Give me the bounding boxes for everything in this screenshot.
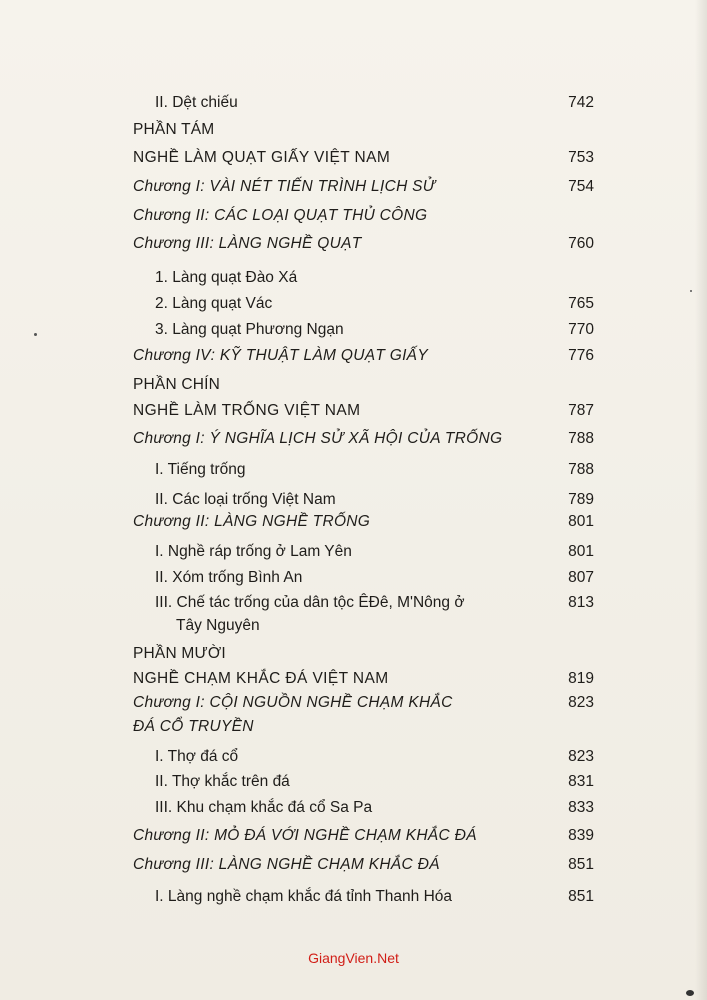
toc-chapter-row bbox=[0, 691, 707, 715]
scan-speck bbox=[690, 290, 692, 292]
toc-entry-label: 3. Làng quạt Phương Ngạn bbox=[155, 321, 344, 338]
toc-chapter-row bbox=[0, 427, 707, 451]
toc-page-number: 753 bbox=[568, 149, 594, 166]
toc-chapter-row bbox=[0, 715, 707, 739]
toc-page-number: 754 bbox=[568, 178, 594, 195]
toc-page-number: 742 bbox=[568, 94, 594, 111]
toc-entry-row bbox=[0, 566, 707, 590]
toc-page-number: 789 bbox=[568, 491, 594, 508]
toc-entry-label: 1. Làng quạt Đào Xá bbox=[155, 269, 298, 286]
toc-chapter-row bbox=[0, 853, 707, 877]
toc-entry-label: III. Chế tác trống của dân tộc ÊĐê, M'Nông ở bbox=[155, 594, 465, 611]
toc-entry-label: II. Thợ khắc trên đá bbox=[155, 773, 290, 790]
toc-entry-row bbox=[0, 745, 707, 769]
toc-page-number: 831 bbox=[568, 773, 594, 790]
toc-entry-label: II. Xóm trống Bình An bbox=[155, 569, 303, 586]
toc-entry-label: III. Khu chạm khắc đá cổ Sa Pa bbox=[155, 799, 373, 816]
toc-entry-label: 2. Làng quạt Vác bbox=[155, 295, 273, 312]
toc-entry-row bbox=[0, 292, 707, 316]
toc-page-number: 807 bbox=[568, 569, 594, 586]
toc-chapter-row bbox=[0, 175, 707, 199]
toc-page-number: 839 bbox=[568, 827, 594, 844]
toc-chapter-label: Chương I: VÀI NÉT TIẾN TRÌNH LỊCH SỬ bbox=[133, 178, 436, 195]
toc-page-number: 813 bbox=[568, 594, 594, 611]
scan-speck bbox=[34, 333, 37, 336]
toc-chapter-label: Chương II: MỎ ĐÁ VỚI NGHỀ CHẠM KHẮC ĐÁ bbox=[133, 827, 477, 844]
toc-page-number: 770 bbox=[568, 321, 594, 338]
toc-entry-row bbox=[0, 770, 707, 794]
toc-entry-label: I. Thợ đá cổ bbox=[155, 748, 239, 765]
toc-entry-row bbox=[0, 266, 707, 290]
toc-cont-row bbox=[0, 614, 707, 638]
toc-page-number: 851 bbox=[568, 856, 594, 873]
toc-entry-row bbox=[0, 591, 707, 615]
toc-chapter-label: Chương IV: KỸ THUẬT LÀM QUẠT GIẤY bbox=[133, 347, 428, 364]
page-edge-shadow bbox=[695, 0, 707, 1000]
toc-page-number: 819 bbox=[568, 670, 594, 687]
toc-page-number: 765 bbox=[568, 295, 594, 312]
toc-entry-row bbox=[0, 318, 707, 342]
toc-part-label: PHẦN CHÍN bbox=[133, 376, 221, 393]
toc-page-number: 760 bbox=[568, 235, 594, 252]
toc-chapter-row bbox=[0, 204, 707, 228]
toc-page-number: 823 bbox=[568, 748, 594, 765]
toc-entry-label: II. Dệt chiếu bbox=[155, 94, 238, 111]
toc-title-row bbox=[0, 146, 707, 170]
toc-chapter-label: Chương I: Ý NGHĨA LỊCH SỬ XÃ HỘI CỦA TRỐNG bbox=[133, 430, 503, 447]
toc-chapter-row bbox=[0, 824, 707, 848]
toc-page-number: 801 bbox=[568, 543, 594, 560]
toc-chapter-row bbox=[0, 232, 707, 256]
toc-entry-label: I. Tiếng trống bbox=[155, 461, 246, 478]
toc-part-row bbox=[0, 373, 707, 397]
watermark: GiangVien.Net bbox=[308, 950, 399, 966]
toc-entry-row bbox=[0, 488, 707, 512]
toc-page-number: 787 bbox=[568, 402, 594, 419]
toc-part-label: PHẦN TÁM bbox=[133, 121, 215, 138]
toc-title-label: NGHỀ LÀM QUẠT GIẤY VIỆT NAM bbox=[133, 149, 391, 166]
toc-page-number: 851 bbox=[568, 888, 594, 905]
toc-entry-label: I. Làng nghề chạm khắc đá tỉnh Thanh Hóa bbox=[155, 888, 453, 905]
toc-page-number: 776 bbox=[568, 347, 594, 364]
toc-page-number: 823 bbox=[568, 694, 594, 711]
toc-title-label: NGHỀ LÀM TRỐNG VIỆT NAM bbox=[133, 402, 361, 419]
toc-title-label: NGHỀ CHẠM KHẮC ĐÁ VIỆT NAM bbox=[133, 670, 389, 687]
toc-chapter-label: Chương II: CÁC LOẠI QUẠT THỦ CÔNG bbox=[133, 207, 428, 224]
toc-chapter-label: Chương III: LÀNG NGHỀ CHẠM KHẮC ĐÁ bbox=[133, 856, 440, 873]
toc-page-number: 833 bbox=[568, 799, 594, 816]
toc-entry-row bbox=[0, 458, 707, 482]
toc-chapter-row bbox=[0, 344, 707, 368]
toc-chapter-label: Chương II: LÀNG NGHỀ TRỐNG bbox=[133, 513, 371, 530]
toc-chapter-label: ĐÁ CỔ TRUYỀN bbox=[133, 718, 254, 735]
scan-speck bbox=[686, 990, 694, 996]
toc-page-number: 801 bbox=[568, 513, 594, 530]
toc-chapter-label: Chương I: CỘI NGUỒN NGHỀ CHẠM KHẮC bbox=[133, 694, 453, 711]
toc-page-number: 788 bbox=[568, 461, 594, 478]
toc-entry-row bbox=[0, 796, 707, 820]
toc-cont-label: Tây Nguyên bbox=[176, 617, 260, 634]
toc-part-row bbox=[0, 642, 707, 666]
toc-entry-row bbox=[0, 885, 707, 909]
toc-title-row bbox=[0, 399, 707, 423]
toc-entry-row bbox=[0, 91, 707, 115]
toc-entry-row bbox=[0, 540, 707, 564]
toc-chapter-label: Chương III: LÀNG NGHỀ QUẠT bbox=[133, 235, 362, 252]
toc-part-label: PHẦN MƯỜI bbox=[133, 645, 226, 662]
toc-entry-label: II. Các loại trống Việt Nam bbox=[155, 491, 336, 508]
toc-chapter-row bbox=[0, 510, 707, 534]
toc-entry-label: I. Nghề ráp trống ở Lam Yên bbox=[155, 543, 352, 560]
toc-title-row bbox=[0, 667, 707, 691]
toc-page-number: 788 bbox=[568, 430, 594, 447]
toc-part-row bbox=[0, 118, 707, 142]
